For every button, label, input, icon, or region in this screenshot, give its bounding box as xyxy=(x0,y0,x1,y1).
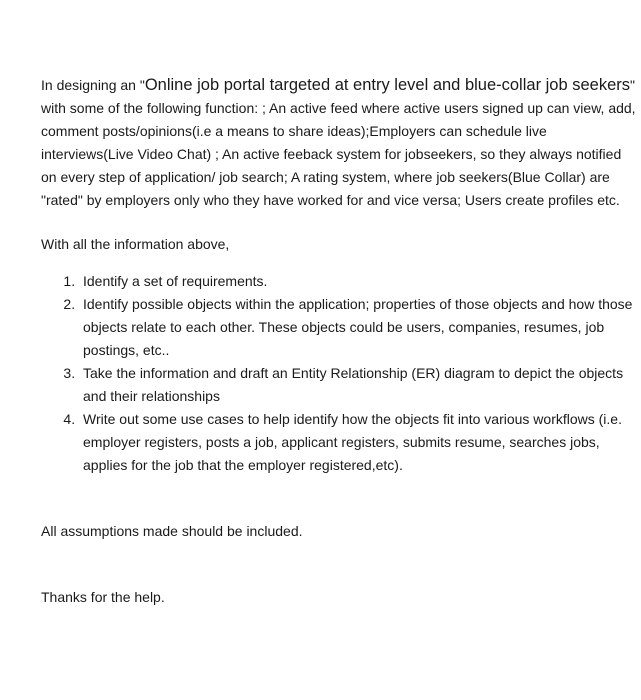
with-all-line: With all the information above, xyxy=(41,236,230,252)
requirements-list xyxy=(41,270,637,477)
intro-part2: " with some of the following function: ; An active feed where active users signed up can view, add, comment posts/opinions(i.e a means to share ideas);Employers can schedule live interviews(Live Video Chat) ; An active feeback system for jobseekers, so they always notified on every step of application/ job search; A rating system, where job seekers(Blue Collar) are "rated" by employers only who they have worked for and vice versa; Users create profiles etc. xyxy=(41,77,636,208)
thanks-line: Thanks for the help. xyxy=(41,589,165,605)
portal-title: Online job portal targeted at entry level and blue-collar job seekers xyxy=(144,76,631,94)
requirement-item: 1. Identify a set of requirements. xyxy=(79,270,637,293)
requirement-item: 4. Write out some use cases to help identify how the objects fit into various workflows (i.e. employer registers, posts a job, applicant registers, submits resume, searches jobs, applies for the job that the employer registered,etc). xyxy=(79,408,637,477)
document-body xyxy=(41,74,637,609)
intro-paragraph xyxy=(41,74,637,212)
intro-part1: In designing an " xyxy=(41,77,145,93)
requirement-item: 2. Identify possible objects within the application; properties of those objects and how those objects relate to each other. These objects could be users, companies, resumes, job postings, etc.. xyxy=(79,293,637,362)
assumptions-line: All assumptions made should be included. xyxy=(41,523,303,539)
requirement-item: 3. Take the information and draft an Entity Relationship (ER) diagram to depict the objects and their relationships xyxy=(79,362,637,408)
